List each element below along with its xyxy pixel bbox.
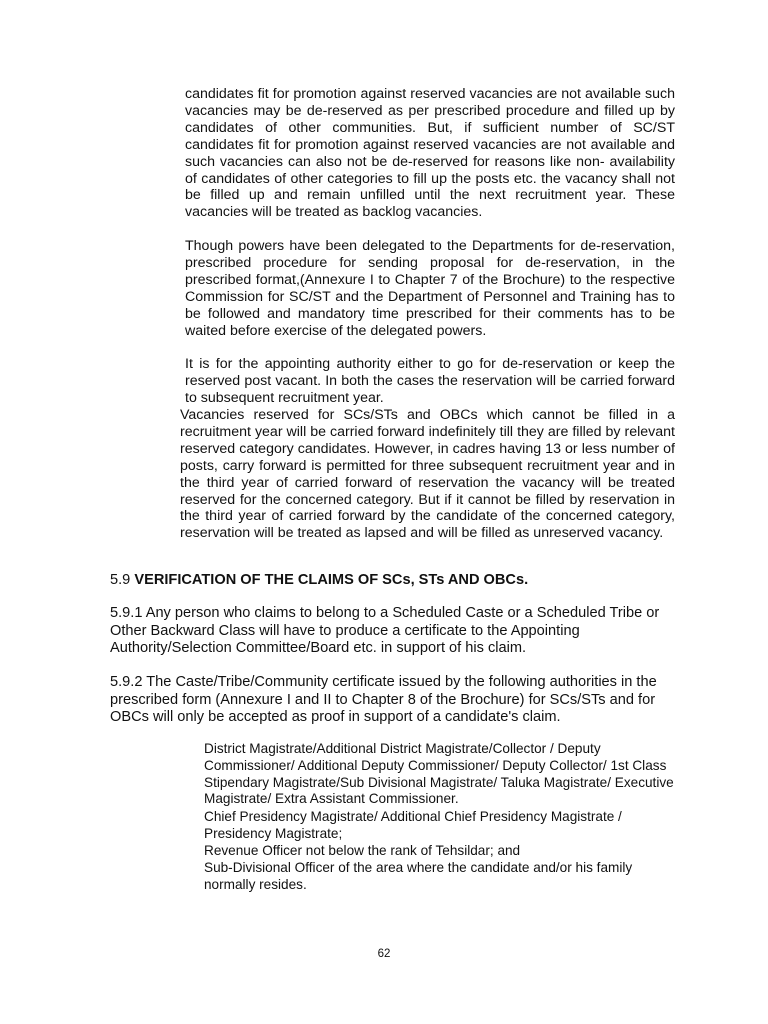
authority-presidency-magistrate: Chief Presidency Magistrate/ Additional Chief Presidency Magistrate / Presidency Magistrate; [204,809,622,841]
subsection-5-9-2: 5.9.2 The Caste/Tribe/Community certificate issued by the following authorities in the prescribed form (Annexure I and II to Chapter 8 of the Brochure) for SCs/STs and for OBCs will only be accepted as proof in support of a candidate's claim. [110,674,657,726]
paragraph-appointing-authority: It is for the appointing authority either to go for de-reservation or keep the reserved post vacant. In both the cases the reservation will be carried forward to subsequent recruitment year. [185,356,675,406]
page-number: 62 [377,948,391,960]
paragraph-backlog: candidates fit for promotion against reserved vacancies are not available such vacancies may be de-reserved as per prescribed procedure and filled up by candidates of other communities. But, if sufficient number of SC/ST candidates fit for promotion against reserved vacancies are not available and such vacancies can also not be de-reserved for reasons like non- availability of candidates of other categories to fill up the posts etc. the vacancy shall not be filled up and remain unfilled until the next recruitment year. These vacancies will be treated as backlog vacancies. [185,86,675,221]
authority-district-magistrate: District Magistrate/Additional District Magistrate/Collector / Deputy Commissioner/ Additional Deputy Commissioner/ Deputy Collector/ 1st Class Stipendary Magistrate/Sub Divisional Magistrate/ Taluka Magistrate/ Executive Magistrate/ Extra Assistant Commissioner. [204,741,674,807]
section-title: VERIFICATION OF THE CLAIMS OF SCs, STs AND OBCs. [134,572,529,588]
paragraph-dereservation-powers: Though powers have been delegated to the Departments for de-reservation, prescribed procedure for sending proposal for de-reservation, in the prescribed format,(Annexure I to Chapter 7 of the Brochure) to the respective Commission for SC/ST and the Department of Personnel and Training has to be followed and mandatory time prescribed for their comments has to be waited before exercise of the delegated powers. [185,238,675,339]
subsection-5-9-1: 5.9.1 Any person who claims to belong to a Scheduled Caste or a Scheduled Tribe or Other Backward Class will have to produce a certificate to the Appointing Authority/Selection Committee/Board etc. in support of his claim. [110,605,660,657]
authority-sub-divisional-officer: Sub-Divisional Officer of the area where the candidate and/or his family normally resides. [204,860,633,892]
paragraph-carry-forward: Vacancies reserved for SCs/STs and OBCs which cannot be filled in a recruitment year will be carried forward indefinitely till they are filled by relevant reserved category candidates. However, in cadres having 13 or less number of posts, carry forward is permitted for three subsequent recruitment year and in the third year of carried forward of reservation the vacancy will be treated reserved for the concerned category. But if it cannot be filled by reservation in the third year of carried forward by the candidate of the concerned category, reservation will be treated as lapsed and will be filled as unreserved vacancy. [180,407,675,542]
authority-revenue-officer: Revenue Officer not below the rank of Tehsildar; and [204,843,521,858]
section-number: 5.9 [110,572,131,588]
section-heading [110,572,528,588]
